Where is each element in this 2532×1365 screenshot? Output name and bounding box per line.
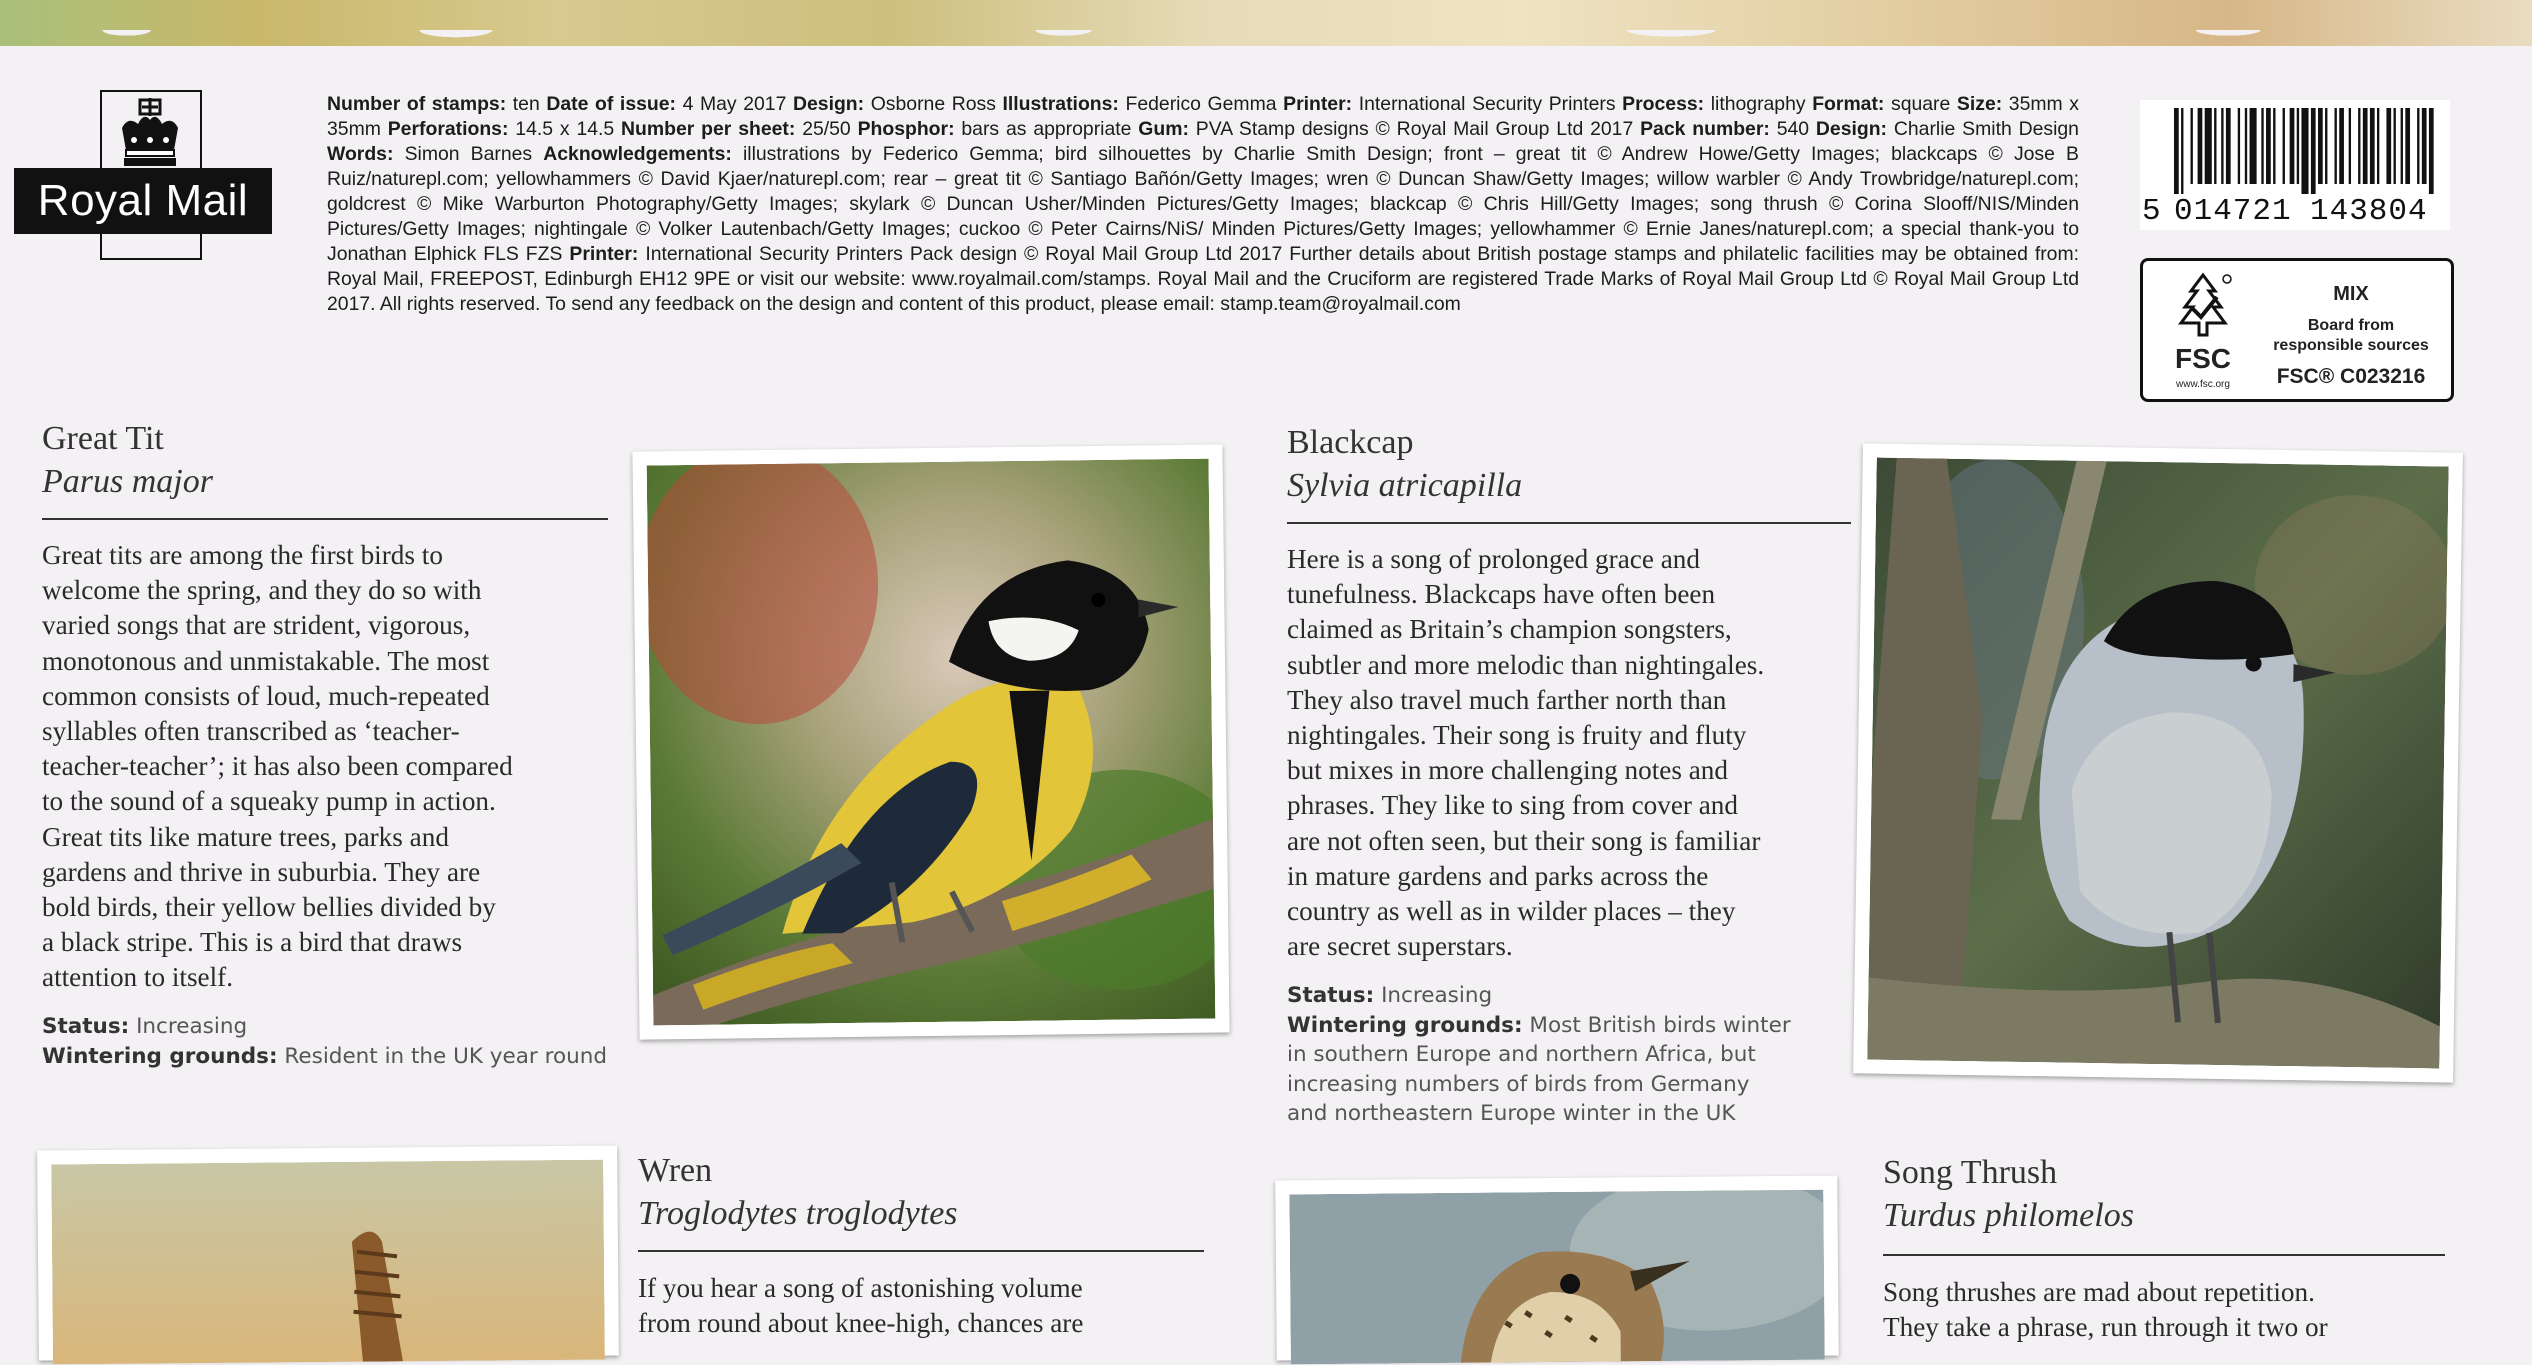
description-line: country as well as in wilder places – they [1287,896,1736,927]
barcode-bar [2394,108,2396,184]
credit-label: Gum: [1138,118,1189,140]
fsc-description-line2: responsible sources [2273,337,2429,354]
credit-label: Acknowledgements: [543,143,732,165]
barcode-lead-digit: 5 [2142,194,2162,229]
barcode-bar [2405,108,2410,184]
description-line: are not often seen, but their song is familiar [1287,825,1761,856]
credit-text: 4 May 2017 [675,93,793,115]
barcode-bar [2250,108,2257,184]
wintering-label: Wintering grounds: [1287,1012,1523,1038]
description-line: Great tits are among the first birds to [42,540,443,570]
great-tit-heading [42,418,213,504]
credit-text: PVA Stamp designs © Royal Mail Group Ltd 2017 [1188,118,1641,140]
wintering-value: Most British birds winter [1529,1012,1791,1038]
wintering-value-cont: in southern Europe and northern Africa, but [1287,1042,1756,1067]
blackcap-heading [1287,422,1522,508]
description-line: They also travel much farther north than [1287,684,1727,715]
barcode-bar [2290,108,2295,184]
credit-text: 540 [1769,118,1816,140]
credit-text: bars as appropriate [954,118,1139,140]
credit-text: ten [506,93,547,115]
credit-label: Process: [1622,93,1705,115]
wintering-value-cont: and northeastern Europe winter in the UK [1287,1101,1736,1126]
barcode-bar [2311,108,2316,194]
description-line: teacher-teacher’; it has also been compared [42,751,513,782]
status-label: Status: [1287,983,1375,1008]
barcode-bar [2301,108,2308,194]
credit-text: illustrations by Federico Gemma; bird silhouettes by Charlie Smith Design; front – great tit © Andrew Howe/Getty Images; blackcaps © Jose B Ruiz/naturepl.com; yellowhammers © David Kjaer/naturepl.com; rear – great tit © Santiago Bañón/Getty Images; wren © Duncan Shaw/Getty Images; willow warbler © Andy Trowbridge/naturepl.com; goldcrest © Mike Warburton Photography/Getty Images; skylark © Duncan Usher/Minden Pictures/Getty Images; blackcap © Chris Hill/Getty Images; song thrush © Corina Slooff/NIS/Minden Pictures/Getty Images; nightingale © Volker Lautenbach/Getty Images; cuckoo © Peter Cairns/NiS/ Minden Pictures/Getty Images; yellowhammer © Ernie Janes/naturepl.com; a special thank-you to Jonathan Elphick FLS FZS [327,143,2079,265]
fsc-logo-text: FSC [2175,343,2231,374]
description-line: If you hear a song of astonishing volume [638,1273,1083,1303]
description-line: nightingales. Their song is fruity and fluty [1287,720,1747,751]
great-tit-photo [632,444,1229,1039]
wintering-line [1287,1011,1791,1041]
credit-text: square [1884,93,1957,115]
fsc-url: www.fsc.org [2176,379,2230,390]
barcode-bar [2377,108,2379,184]
credit-label: Perforations: [387,118,509,140]
description-line: welcome the spring, and they do so with [42,575,482,606]
status-value: Increasing [136,1014,248,1039]
credit-text: Charlie Smith Design [1887,118,2079,140]
barcode-bar [2226,108,2231,184]
bird-common-name: Great Tit [42,420,164,457]
bird-latin-name: Turdus philomelos [1883,1197,2134,1234]
credit-text: International Security Printers [1352,93,1623,115]
barcode-bar [2429,108,2434,194]
status-label: Status: [42,1014,130,1039]
barcode-bar [2221,108,2223,184]
fsc-mix-label [2140,258,2454,402]
barcode [2140,100,2450,230]
fsc-description [2261,316,2441,356]
credit-text: International Security Printers Pack design © Royal Mail Group Ltd 2017 Further details about British postage stamps and philatelic facilities may be obtained from: Royal Mail, FREEPOST, Edinburgh EH12 9PE or visit our website: www.royalmail.com/stamps. Royal Mail and the Cruciform are registered Trade Marks of Royal Mail Group Ltd © Royal Mail Group Ltd 2017. All rights reserved. To send any feedback on the design and content of this product, please email: stamp.team@royalmail.com [327,243,2079,315]
wren-photo [37,1145,619,1360]
description-line: a black stripe. This is a bird that draws [42,927,463,958]
barcode-digits-right: 143804 [2310,194,2428,229]
wren-description [638,1271,1083,1341]
fsc-description-line1: Board from [2307,317,2395,334]
barcode-bar [2273,108,2275,184]
barcode-bar [2417,108,2419,184]
credit-text: Simon Barnes [393,143,544,165]
barcode-bar [2370,108,2375,184]
description-line: in mature gardens and parks across the [1287,860,1709,891]
barcode-bar [2174,108,2179,194]
section-rule [638,1250,1204,1252]
description-line: syllables often transcribed as ‘teacher- [42,716,460,747]
barcode-bar [2245,108,2247,184]
barcode-bar [2335,108,2337,184]
description-line: They take a phrase, run through it two or [1883,1312,2328,1343]
credit-label: Design: [1815,118,1888,140]
bird-common-name: Blackcap [1287,424,1414,461]
barcode-bar [2283,108,2285,184]
credit-text: Osborne Ross [864,93,1003,115]
description-line: Here is a song of prolonged grace and [1287,544,1700,574]
royal-mail-logo [14,90,272,262]
status-value: Increasing [1381,983,1493,1008]
credit-label: Number of stamps: [327,93,507,115]
barcode-bar [2401,108,2403,184]
credit-label: Words: [327,143,394,165]
wintering-value-cont: increasing numbers of birds from Germany [1287,1071,1750,1097]
credit-text: 14.5 x 14.5 [508,118,622,140]
description-line: varied songs that are strident, vigorous, [42,610,471,641]
description-line: attention to itself. [42,962,234,993]
credit-label: Size: [1956,93,2003,115]
song-thrush-description [1883,1275,2328,1345]
section-rule [42,518,608,520]
song-thrush-heading [1883,1152,2134,1238]
credit-label: Design: [793,93,865,115]
product-credits [327,92,2079,317]
status-line [42,1012,607,1042]
description-line: but mixes in more challenging notes and [1287,755,1728,786]
section-rule [1287,522,1851,524]
credit-text: 35mm x 35mm [327,93,2079,140]
bird-latin-name: Troglodytes troglodytes [638,1195,958,1232]
credit-label: Phosphor: [857,118,955,140]
description-line: are secret superstars. [1287,931,1513,962]
bird-common-name: Wren [638,1152,713,1189]
barcode-digits-left: 014721 [2174,194,2292,229]
credit-label: Illustrations: [1002,93,1119,115]
barcode-bar [2238,108,2240,184]
credit-text: 25/50 [795,118,858,140]
barcode-bar [2363,108,2368,184]
bird-common-name: Song Thrush [1883,1154,2058,1191]
fsc-license-code: FSC® C023216 [2276,365,2426,388]
song-thrush-photo [1275,1176,1839,1361]
section-rule [1883,1254,2445,1256]
barcode-bar [2325,108,2327,184]
description-line: to the sound of a squeaky pump in action. [42,786,496,817]
barcode-bars [2174,108,2436,194]
description-line: tunefulness. Blackcaps have often been [1287,579,1716,610]
status-line [1287,981,1791,1011]
description-line: monotonous and unmistakable. The most [42,645,490,676]
description-line: claimed as Britain’s champion songsters, [1287,614,1732,645]
wintering-value: Resident in the UK year round [284,1043,608,1069]
blackcap-description [1287,542,1764,964]
description-line: subtler and more melodic than nightingales. [1287,649,1765,680]
credit-label: Number per sheet: [621,118,796,140]
barcode-bar [2266,108,2271,184]
fsc-mix-title: MIX [2333,283,2369,305]
barcode-bar [2386,108,2391,184]
bird-latin-name: Sylvia atricapilla [1287,467,1523,504]
credit-label: Format: [1812,93,1885,115]
barcode-bar [2297,108,2299,184]
wintering-label: Wintering grounds: [42,1043,278,1069]
blackcap-meta [1287,981,1791,1129]
barcode-bar [2214,108,2216,184]
crown-icon [114,98,186,170]
credit-label: Printer: [1283,93,1353,115]
description-line: common consists of loud, much-repeated [42,680,490,711]
wren-heading [638,1150,958,1236]
credit-label: Date of issue: [546,93,676,115]
barcode-bar [2349,108,2351,184]
great-tit-meta [42,1012,607,1071]
barcode-bar [2198,108,2203,184]
barcode-bar [2181,108,2183,194]
barcode-bar [2261,108,2263,184]
barcode-bar [2191,108,2193,184]
description-line: from round about knee-high, chances are [638,1308,1084,1339]
fsc-tree-check-icon [2163,269,2243,349]
painted-strip-edge [0,30,2532,54]
description-line: Song thrushes are mad about repetition. [1883,1277,2315,1307]
bird-latin-name: Parus major [42,463,213,500]
description-line: bold birds, their yellow bellies divided by [42,892,496,923]
credit-label: Pack number: [1640,118,1770,140]
barcode-bar [2205,108,2212,184]
description-line: Great tits like mature trees, parks and [42,821,449,852]
credit-label: Printer: [569,243,639,265]
credit-text: lithography [1704,93,1813,115]
royal-mail-wordmark: Royal Mail [14,168,272,234]
great-tit-description [42,538,513,996]
credit-text: Federico Gemma [1118,93,1284,115]
barcode-bar [2318,108,2323,184]
description-line: gardens and thrive in suburbia. They are [42,856,481,887]
barcode-bar [2339,108,2344,184]
description-line: phrases. They like to sing from cover and [1287,790,1738,821]
blackcap-photo [1853,443,2463,1082]
wintering-line [42,1042,607,1072]
barcode-bar [2422,108,2427,184]
barcode-bar [2358,108,2360,184]
